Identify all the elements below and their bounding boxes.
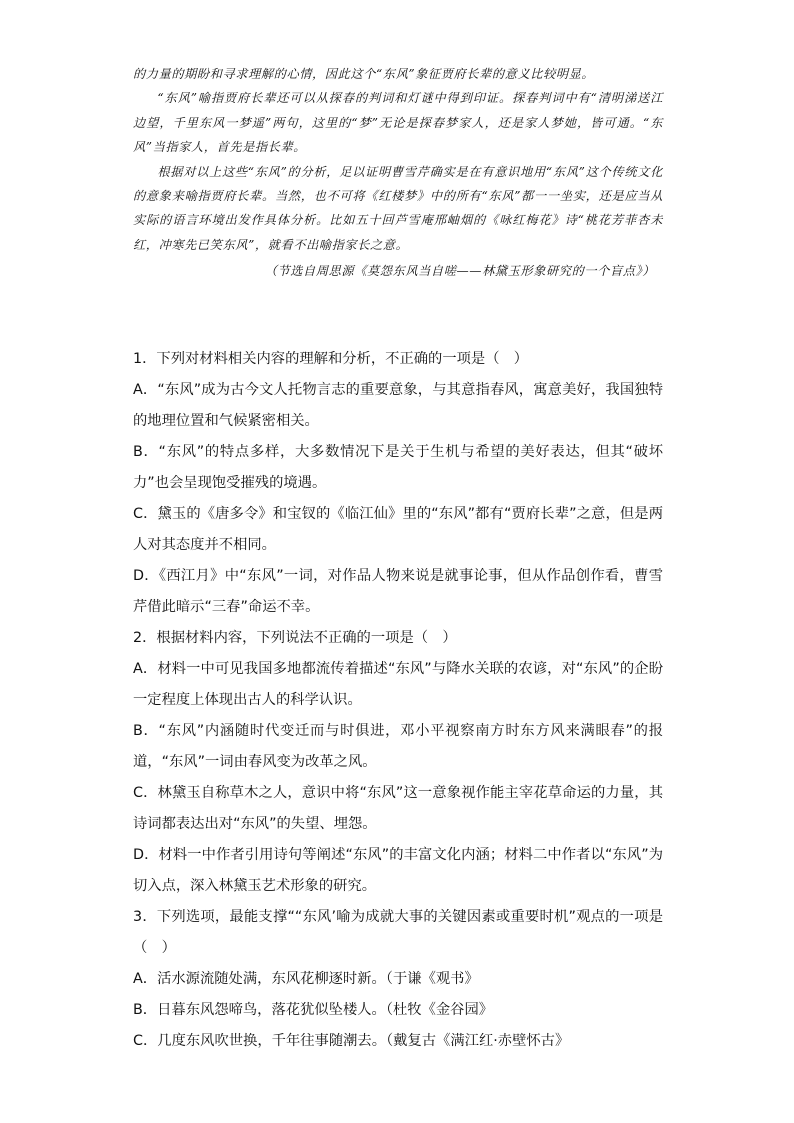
passage-paragraph: “东风”喻指贾府长辈还可以从探春的判词和灯谜中得到印证。探春判词中有“清明涕送江边望，千里东风一梦遥”两句，这里的“梦”无论是探春梦家人，还是家人梦她，皆可通。“东风”当指家人，首先是指长辈。 — [133, 91, 663, 155]
question-option: C．几度东风吹世换，千年往事随潮去。（戴复古《满江红·赤壁怀古》 — [133, 1033, 570, 1049]
question-option: C．林黛玉自称草木之人，意识中将“东风”这一意象视作能主宰花草命运的力量，其诗词都表达出对“东风”的失望、埋怨。 — [133, 785, 663, 832]
question-option: D．材料一中作者引用诗句等阐述“东风”的丰富文化内涵；材料二中作者以“东风”为切入点，深入林黛玉艺术形象的研究。 — [133, 847, 663, 894]
question-option: B．“东风”的特点多样，大多数情况下是关于生机与希望的美好表达，但其“破坏力”也会呈现饱受摧残的境遇。 — [133, 444, 663, 491]
question-stem: 3．下列选项，最能支撑““东风’喻为成就大事的关键因素或重要时机”观点的一项是（ ） — [133, 909, 663, 956]
question-option: B．日暮东风怨啼鸟，落花犹似坠楼人。（杜牧《金谷园》 — [133, 1002, 494, 1018]
question-stem: 2．根据材料内容，下列说法不正确的一项是（ ） — [133, 630, 457, 646]
question-option: A．活水源流随处满，东风花柳逐时新。（于谦《观书》 — [133, 971, 479, 987]
question-option: A．“东风”成为古今文人托物言志的重要意象，与其意指春风，寓意美好，我国独特的地理位置和气候紧密相关。 — [133, 382, 663, 429]
reading-passage — [133, 62, 663, 284]
question-option: C．黛玉的《唐多令》和宝钗的《临江仙》里的“东风”都有“贾府长辈”之意，但是两人对其态度并不相同。 — [133, 506, 663, 553]
question-option: A．材料一中可见我国多地都流传着描述“东风”与降水关联的农谚，对“东风”的企盼一定程度上体现出古人的科学认识。 — [133, 661, 663, 708]
question-option: B．“东风”内涵随时代变迁而与时俱进，邓小平视察南方时东方风来满眼春”的报道，“东风”一词由春风变为改革之风。 — [133, 723, 663, 770]
passage-paragraph: 根据对以上这些“东风”的分析，足以证明曹雪芹确实是在有意识地用“东风”这个传统文化的意象来喻指贾府长辈。当然，也不可将《红楼梦》中的所有“东风”都一一坐实，还是应当从实际的语言环境出发作具体分析。比如五十回芦雪庵邢岫烟的《咏红梅花》诗“桃花芳菲杏未红，冲寒先已笑东风”，就看不出喻指家长之意。 — [133, 164, 663, 252]
question-list — [133, 344, 663, 1057]
passage-source: （节选自周思源《莫怨东风当自嗟——林黛玉形象研究的一个盲点》） — [264, 264, 655, 279]
question-stem: 1．下列对材料相关内容的理解和分析，不正确的一项是（ ） — [133, 351, 529, 367]
question-option: D．《西江月》中“东风”一词，对作品人物来说是就事论事，但从作品创作看，曹雪芹借此暗示“三春”命运不幸。 — [133, 568, 663, 615]
passage-paragraph: 的力量的期盼和寻求理解的心情，因此这个“东风”象征贾府长辈的意义比较明显。 — [133, 67, 595, 81]
